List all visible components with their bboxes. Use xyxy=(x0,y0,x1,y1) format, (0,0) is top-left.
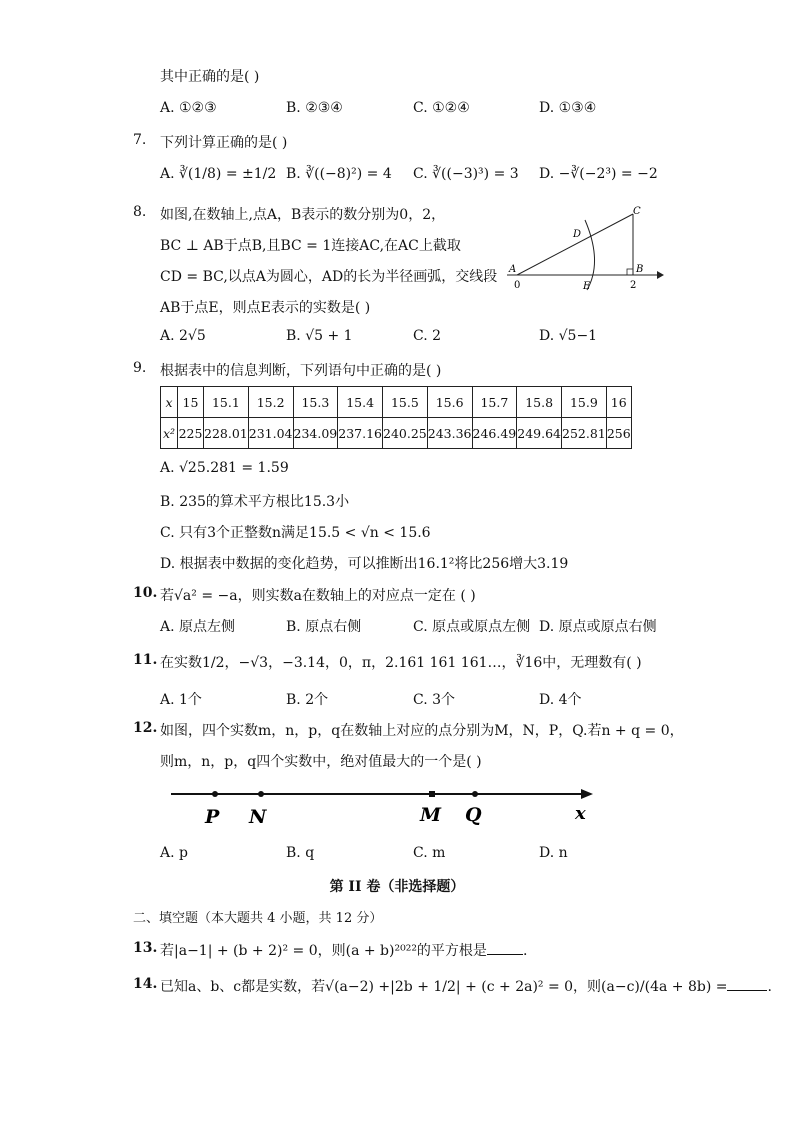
q12-point-q xyxy=(472,791,478,797)
q11-option-a: A. 1个 xyxy=(160,692,202,708)
table-cell: 15.8 xyxy=(517,387,562,418)
q9-option-d: D. 根据表中数据的变化趋势，可以推断出16.1²将比256增大3.19 xyxy=(160,556,569,572)
q12-axis-arrow xyxy=(581,789,593,799)
q8-axis-arrow xyxy=(657,271,664,279)
q8-figure xyxy=(505,202,665,294)
table-cell: 225 xyxy=(178,418,204,449)
q8-option-a: A. 2√5 xyxy=(160,328,206,344)
q11-option-d: D. 4个 xyxy=(539,692,582,708)
q8-option-c: C. 2 xyxy=(413,328,442,344)
q8-label-b: B xyxy=(636,264,644,275)
q8-label-e: E xyxy=(583,281,591,292)
section-2-heading: 二、填空题（本大题共 4 小题，共 12 分） xyxy=(133,911,383,926)
q8-line-2: BC ⊥ AB于点B,且BC = 1连接AC,在AC上截取 xyxy=(160,238,461,254)
q14-stem xyxy=(160,976,772,996)
q8-line-3: CD = BC,以点A为圆心，AD的长为半径画弧，交线段 xyxy=(160,269,498,285)
q12-point-n xyxy=(258,791,264,797)
table-row xyxy=(161,418,632,449)
q12-label-n: N xyxy=(249,806,267,828)
q12-label-q: Q xyxy=(465,804,482,826)
q12-line-2: 则m，n，p，q四个实数中，绝对值最大的一个是( ) xyxy=(160,754,482,770)
table-cell: 15.5 xyxy=(383,387,428,418)
q14-stem-text: 已知a、b、c都是实数，若√(a−2) +|2b + 1/2| + (c + 2a)² = 0，则(a−c)/(4a + 8b) = xyxy=(160,979,728,995)
q9-stem: 根据表中的信息判断，下列语句中正确的是( ) xyxy=(160,363,442,379)
q8-line-4: AB于点E，则点E表示的实数是( ) xyxy=(160,300,371,316)
q7-option-d: D. −∛(−2³) = −2 xyxy=(539,166,658,182)
table-cell: 15.6 xyxy=(427,387,472,418)
q11-option-c: C. 3个 xyxy=(413,692,456,708)
table-cell: 237.16 xyxy=(338,418,383,449)
table-cell: 246.49 xyxy=(472,418,517,449)
q8-number: 8. xyxy=(133,204,147,220)
q6-option-a: A. ①②③ xyxy=(160,100,217,116)
q6-tail: 其中正确的是( ) xyxy=(160,69,260,85)
table-cell: 15.1 xyxy=(204,387,249,418)
q10-option-c: C. 原点或原点左侧 xyxy=(413,619,531,635)
q12-option-b: B. q xyxy=(286,845,315,861)
q8-line-1: 如图,在数轴上,点A，B表示的数分别为0，2， xyxy=(160,207,446,223)
q13-stem-text: 若|a−1| + (b + 2)² = 0，则(a + b)²⁰²²的平方根是 xyxy=(160,943,487,959)
table-cell: 15.7 xyxy=(472,387,517,418)
q10-stem: 若√a² = −a，则实数a在数轴上的对应点一定在 ( ) xyxy=(160,588,476,604)
table-cell: 15.4 xyxy=(338,387,383,418)
q7-number: 7. xyxy=(133,132,147,148)
q13-number: 13. xyxy=(133,940,158,956)
q10-option-b: B. 原点右侧 xyxy=(286,619,362,635)
q14-stem-end: . xyxy=(767,979,772,995)
q12-option-a: A. p xyxy=(160,845,188,861)
q9-table xyxy=(160,386,632,449)
table-cell: 15.9 xyxy=(562,387,607,418)
q7-option-c: C. ∛((−3)³) = 3 xyxy=(413,166,519,182)
table-row xyxy=(161,387,632,418)
part-2-title: 第 II 卷（非选择题） xyxy=(329,879,465,895)
q9-number: 9. xyxy=(133,360,147,376)
q12-label-m: M xyxy=(420,804,442,826)
q12-option-d: D. n xyxy=(539,845,568,861)
table-cell: x² xyxy=(161,418,178,449)
table-cell: 256 xyxy=(606,418,631,449)
q13-answer-blank[interactable] xyxy=(487,942,523,955)
table-cell: 15 xyxy=(178,387,204,418)
q6-option-d: D. ①③④ xyxy=(539,100,597,116)
q8-label-c: C xyxy=(633,206,641,217)
q14-number: 14. xyxy=(133,976,158,992)
q9-option-a: A. √25.281 = 1.59 xyxy=(160,460,289,476)
q14-answer-blank[interactable] xyxy=(727,978,767,991)
q8-option-b: B. √5 + 1 xyxy=(286,328,353,344)
table-cell: 252.81 xyxy=(562,418,607,449)
q12-line-1: 如图，四个实数m，n，p，q在数轴上对应的点分别为M，N，P，Q.若n + q = 0， xyxy=(160,723,684,739)
table-cell: 228.01 xyxy=(204,418,249,449)
q10-number: 10. xyxy=(133,585,158,601)
q7-option-a: A. ∛(1/8) = ±1/2 xyxy=(160,166,277,182)
table-cell: 249.64 xyxy=(517,418,562,449)
q12-label-p: P xyxy=(205,806,220,828)
q9-option-b: B. 235的算术平方根比15.3小 xyxy=(160,494,350,510)
q8-right-angle xyxy=(627,269,633,275)
q8-label-zero: 0 xyxy=(514,280,521,291)
q7-stem: 下列计算正确的是( ) xyxy=(160,135,288,151)
q12-point-m xyxy=(429,791,435,797)
q8-arc xyxy=(585,220,595,290)
q8-segment-ac xyxy=(517,214,633,275)
q12-option-c: C. m xyxy=(413,845,446,861)
q11-option-b: B. 2个 xyxy=(286,692,329,708)
table-cell: 231.04 xyxy=(248,418,293,449)
q11-number: 11. xyxy=(133,652,158,668)
q10-option-d: D. 原点或原点右侧 xyxy=(539,619,657,635)
table-cell: 15.3 xyxy=(293,387,338,418)
table-cell: 16 xyxy=(606,387,631,418)
q13-stem-end: . xyxy=(522,943,528,959)
q12-figure xyxy=(163,780,598,832)
table-cell: 243.36 xyxy=(427,418,472,449)
q12-point-p xyxy=(212,791,218,797)
table-cell: 240.25 xyxy=(383,418,428,449)
q8-label-d: D xyxy=(573,229,582,240)
table-cell: 15.2 xyxy=(248,387,293,418)
table-cell: x xyxy=(161,387,178,418)
q12-label-x: x xyxy=(575,803,586,824)
q13-stem xyxy=(160,940,527,960)
q7-option-b: B. ∛((−8)²) = 4 xyxy=(286,166,392,182)
q8-label-a: A xyxy=(509,264,517,275)
q8-option-d: D. √5−1 xyxy=(539,328,598,344)
q12-number: 12. xyxy=(133,720,158,736)
q6-option-b: B. ②③④ xyxy=(286,100,343,116)
q8-label-two: 2 xyxy=(630,280,637,291)
q11-stem: 在实数1/2，−√3，−3.14，0，π，2.161 161 161…，∛16中，无理数有( ) xyxy=(160,655,642,671)
q10-option-a: A. 原点左侧 xyxy=(160,619,236,635)
q9-option-c: C. 只有3个正整数n满足15.5 < √n < 15.6 xyxy=(160,525,431,541)
table-cell: 234.09 xyxy=(293,418,338,449)
q6-option-c: C. ①②④ xyxy=(413,100,470,116)
